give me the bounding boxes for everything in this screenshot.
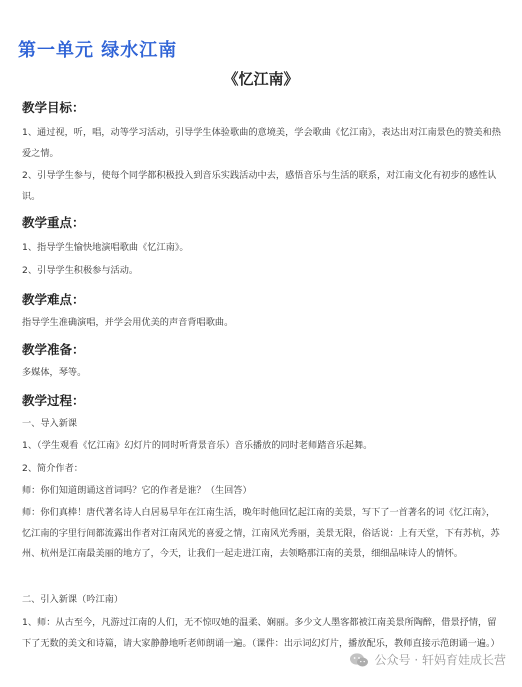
lesson-title: 《忆江南》	[223, 70, 299, 88]
process-line: 师：你们知道朗诵这首词吗？它的作者是谁？（生回答）	[22, 485, 252, 496]
difficulties-heading: 教学难点：	[22, 292, 85, 307]
difficulties-text: 指导学生准确演唱，并学会用优美的声音背唱歌曲。	[22, 317, 234, 328]
watermark	[349, 651, 506, 668]
goals-item: 1、通过视，听，唱，动等学习活动，引导学生体验歌曲的意境美，学会歌曲《忆江南》，表达出对江南景色的赞美和热爱之情。	[22, 127, 501, 159]
goals-item: 2、引导学生参与，使每个同学都积极投入到音乐实践活动中去，感悟音乐与生活的联系，对江南文化有初步的感性认识。	[22, 170, 497, 202]
watermark-text: 公众号 · 轩妈育娃成长营	[374, 653, 506, 667]
process-paragraph: 师：你们真棒！唐代著名诗人白居易早年在江南生活，晚年时他回忆起江南的美景，写下了一首著名的词《忆江南》，忆江南的字里行间都流露出作者对江南风光的喜爱之情，江南风光秀丽，美景无限，俗话说：上有天堂，下有苏杭，苏州、杭州是江南最美丽的地方了，今天，让我们一起走进江南，去领略那江南的美景，细细品味诗人的情怀。	[22, 507, 500, 559]
key-point-item: 1、指导学生愉快地演唱歌曲《忆江南》。	[22, 242, 189, 253]
key-points-heading: 教学重点：	[22, 215, 85, 230]
process-line: 一、导入新课	[22, 418, 78, 429]
process-heading: 教学过程：	[22, 393, 85, 408]
process-line: 2、简介作者：	[22, 463, 83, 474]
unit-title: 第一单元 绿水江南	[18, 40, 178, 61]
preparation-heading: 教学准备：	[22, 342, 85, 357]
process-line: 二、引入新课（吟江南）	[22, 594, 124, 605]
wechat-official-account-icon	[349, 652, 369, 668]
process-paragraph: 1、师：从古至今，凡游过江南的人们，无不惊叹她的温柔、娴丽。多少文人墨客都被江南美景所陶醉，借景抒情，留下了无数的美文和诗篇，请大家静静地听老师朗诵一遍。（课件：出示词幻灯片，播放配乐，教师直接示范朗诵一遍。）	[22, 617, 500, 649]
key-point-item: 2、引导学生积极参与活动。	[22, 265, 139, 276]
preparation-text: 多媒体，琴等。	[22, 367, 87, 378]
process-line: 1、（学生观看《忆江南》幻灯片的同时听背景音乐）音乐播放的同时老师踏音乐起舞。	[22, 440, 373, 451]
goals-heading: 教学目标：	[22, 100, 85, 115]
